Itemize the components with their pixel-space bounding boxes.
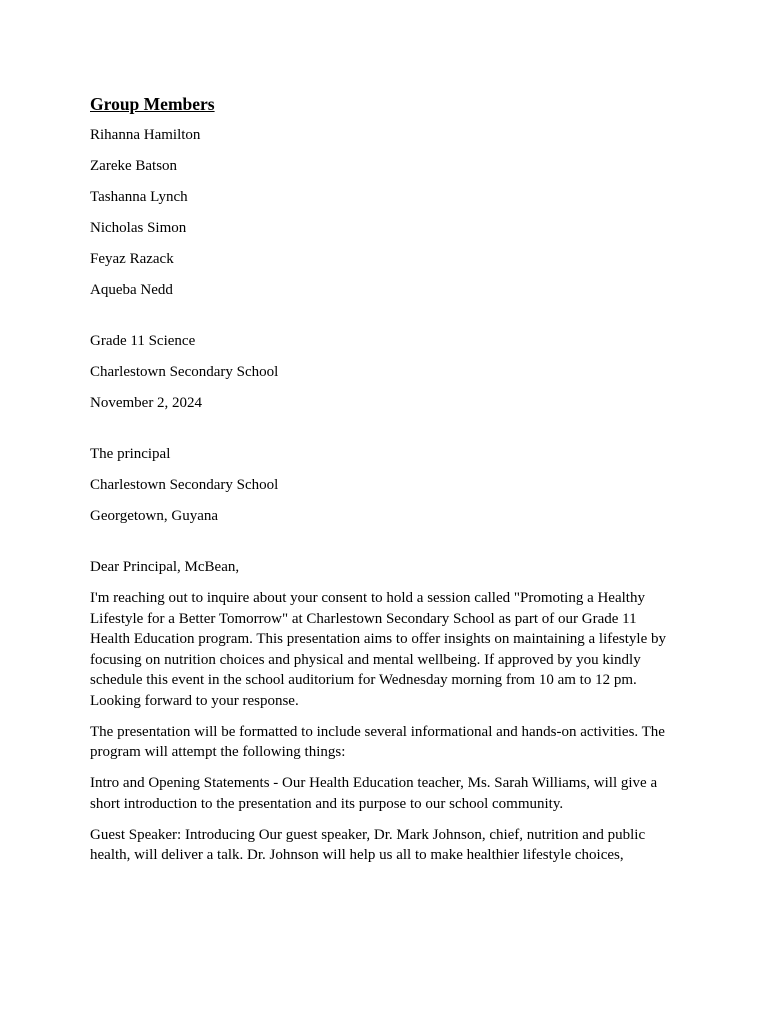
spacer <box>90 424 675 444</box>
spacer <box>90 537 675 557</box>
group-members-heading: Group Members <box>90 94 215 114</box>
recipient-school: Charlestown Secondary School <box>90 477 279 493</box>
member-name: Aqueba Nedd <box>90 282 173 298</box>
body-paragraph: Intro and Opening Statements - Our Health Education teacher, Ms. Sarah Williams, will give a short introduction to the presentation and its purpose to our school community. <box>90 775 658 812</box>
member-name: Tashanna Lynch <box>90 189 188 205</box>
sender-class: Grade 11 Science <box>90 333 196 349</box>
sender-block <box>90 331 675 414</box>
recipient-location: Georgetown, Guyana <box>90 508 219 524</box>
body-paragraph: The presentation will be formatted to include several informational and hands-on activities. The program will attempt the following things: <box>90 723 665 760</box>
spacer <box>90 311 675 331</box>
group-members-list <box>90 125 675 301</box>
body-paragraph: Guest Speaker: Introducing Our guest speaker, Dr. Mark Johnson, chief, nutrition and public health, will deliver a talk. Dr. Johnson will help us all to make healthier lifestyle choices, <box>90 826 646 863</box>
member-name: Feyaz Razack <box>90 251 174 267</box>
body-paragraph: I'm reaching out to inquire about your consent to hold a session called "Promoting a Healthy Lifestyle for a Better Tomorrow" at Charlestown Secondary School as part of our Grade 11 Health Education program. This presentation aims to offer insights on maintaining a lifestyle by focusing on nutrition choices and physical and mental wellbeing. If approved by you kindly schedule this event in the school auditorium for Wednesday morning from 10 am to 12 pm. Looking forward to your response. <box>90 590 666 709</box>
recipient-title: The principal <box>90 446 171 462</box>
salutation: Dear Principal, McBean, <box>90 559 240 575</box>
member-name: Rihanna Hamilton <box>90 127 201 143</box>
sender-school: Charlestown Secondary School <box>90 364 279 380</box>
recipient-block <box>90 444 675 527</box>
letter-body <box>90 92 675 876</box>
letter-date: November 2, 2024 <box>90 395 203 411</box>
member-name: Zareke Batson <box>90 158 178 174</box>
member-name: Nicholas Simon <box>90 220 187 236</box>
